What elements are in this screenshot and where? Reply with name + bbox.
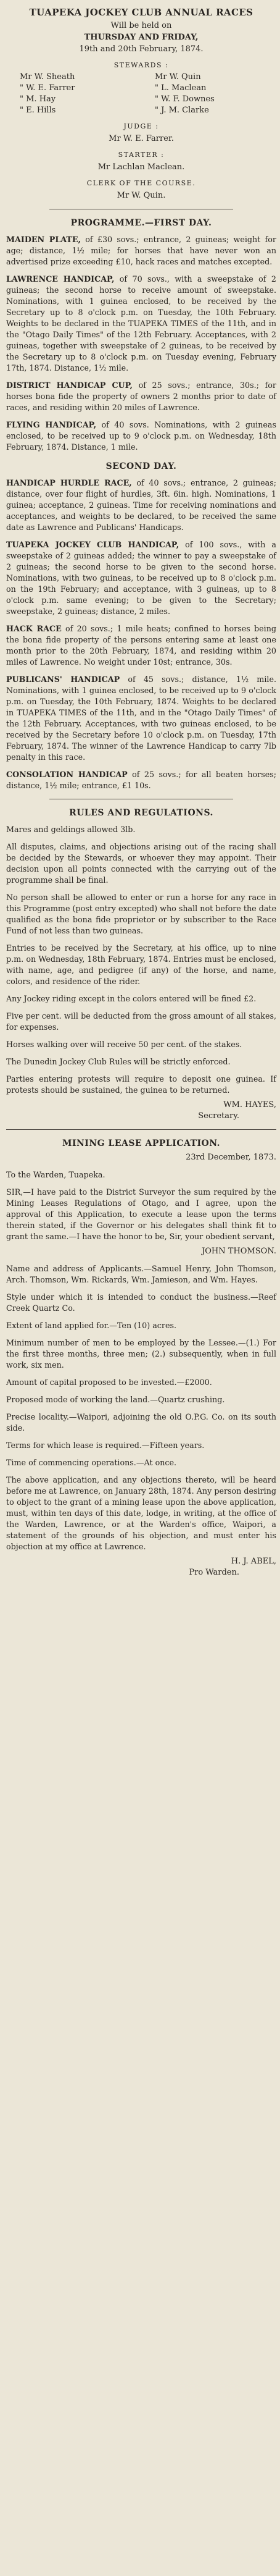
steward-row: [6, 94, 276, 105]
rule-paragraph: Five per cent. will be deducted from the gross amount of all stakes, for expenses.: [6, 1011, 276, 1032]
race-entry: [6, 674, 276, 763]
secretary-signature: WM. HAYES,: [223, 1100, 276, 1109]
rule-paragraph: No person shall be allowed to enter or run a horse for any race in this Programme (post entry excepted) who shall not before the date qualified as the bona fide proprietor or by subscriber to the Race Fund of not less than two guineas.: [6, 893, 276, 935]
race-body: of 70 sovs., with a sweepstake of 2 guineas; the second horse to receive amount of sweepstake. Nominations, with 1 guinea enclosed, to be received by the Secretary up to 8 o'clock p.m. on Tuesday, the 10th February. Weights to be declared in the TUAPEKA TIMES of the 11th, and in the "Otago Daily Times" of the 12th February. Acceptances, with 2 guineas, together with sweepstake of 2 guineas, to be received by the Secretary up to 8 o'clock p.m. on Tuesday evening, February 17th, 1874. Distance, 1½ mile.: [6, 274, 276, 373]
race-title: DISTRICT HANDICAP CUP,: [6, 381, 133, 390]
race-entry: [6, 769, 276, 791]
stewards-list: [6, 72, 276, 116]
race-title: LAWRENCE HANDICAP,: [6, 274, 115, 284]
race-entry: [6, 539, 276, 617]
divider: [6, 1129, 276, 1130]
steward-name: " L. Maclean: [155, 83, 207, 93]
race-body: of 20 sovs.; 1 mile heats; confined to horses being the bona fide property of the persons entering same at least one month prior to the 20th February, 1874, and residing within 20 miles of Lawrence. No weight under 10st; entrance, 30s.: [6, 624, 276, 667]
mining-detail: Minimum number of men to be employed by the Lessee.—(1.) For the first three months, three men; (2.) subsequently, when in full work, six men.: [6, 1338, 276, 1370]
race-body: of 25 sovs.; entrance, 30s.; for horses bona fide the property of owners 2 months prior to date of races, and residing within 20 miles of Lawrence.: [6, 381, 276, 412]
steward-name: " E. Hills: [20, 106, 56, 115]
race-title: TUAPEKA JOCKEY CLUB HANDICAP,: [6, 540, 179, 549]
mining-detail: Terms for which lease is required.—Fifteen years.: [6, 1441, 205, 1450]
steward-row: [6, 83, 276, 94]
race-title: HANDICAP HURDLE RACE,: [6, 478, 132, 487]
mining-detail: The above application, and any objections thereto, will be heard before me at Lawrence, on January 28th, 1874. Any person desiring to object to the grant of a mining lease upon the above application, must, within ten days of this date, lodge, in writing, at the office of the Warden, Lawrence, or at the Warden's office, Waipori, a statement of the grounds of his objection, and must enter his objection at my office at Lawrence.: [6, 1475, 276, 1551]
rule-paragraph: Any Jockey riding except in the colors entered will be fined £2.: [6, 994, 257, 1003]
starter-name: Mr Lachlan Maclean.: [97, 162, 185, 172]
rule-paragraph: The Dunedin Jockey Club Rules will be strictly enforced.: [6, 1057, 231, 1066]
race-title: FLYING HANDICAP,: [6, 420, 97, 429]
mining-detail: Extent of land applied for.—Ten (10) acres.: [6, 1321, 177, 1330]
clerk-name: Mr W. Quin.: [117, 191, 166, 200]
steward-name: " W. F. Downes: [155, 95, 215, 104]
race-title: MAIDEN PLATE,: [6, 235, 81, 244]
ad-dates: 19th and 20th February, 1874.: [79, 44, 204, 54]
ad-line-1: Will be held on: [110, 21, 172, 30]
race-title: CONSOLATION HANDICAP: [6, 770, 128, 779]
rule-paragraph: Mares and geldings allowed 3lb.: [6, 825, 136, 834]
steward-row: [6, 72, 276, 83]
programme-day2-heading: SECOND DAY.: [105, 461, 177, 471]
mining-detail: Name and address of Applicants.—Samuel Henry, John Thomson, Arch. Thomson, Wm. Rickards, Wm. Jamieson, and Wm. Hayes.: [6, 1264, 276, 1284]
steward-name: Mr W. Quin: [155, 72, 201, 82]
warden-signature: H. J. ABEL,: [231, 1557, 276, 1566]
race-entry: [6, 419, 276, 453]
steward-name: " M. Hay: [20, 95, 56, 104]
race-entry: [6, 478, 276, 533]
mining-letter: SIR,—I have paid to the District Surveyor the sum required by the Mining Leases Regulations of Otago, and I agree, upon the approval of this Application, to execute a lease upon the terms therein stated, if the Governor or his delegates shall think fit to grant the same.—I have the honor to be, Sir, your obedient servant,: [6, 1187, 276, 1241]
mining-detail: Amount of capital proposed to be invested.—£2000.: [6, 1378, 212, 1387]
mining-detail: Time of commencing operations.—At once.: [6, 1458, 177, 1467]
starter-label: STARTER :: [118, 151, 165, 159]
race-title: PUBLICANS' HANDICAP: [6, 675, 120, 684]
race-entry: [6, 623, 276, 668]
warden-title: Pro Warden.: [189, 1568, 239, 1577]
steward-name: Mr W. Sheath: [20, 72, 75, 82]
race-body: of 40 sovs. Nominations, with 2 guineas enclosed, to be received up to 9 o'clock p.m. on Wednesday, 18th February, 1874. Distance, 1 mile.: [6, 420, 276, 452]
rules-heading: RULES AND REGULATIONS.: [69, 808, 213, 818]
stewards-label: STEWARDS :: [113, 61, 169, 69]
ad-title: TUAPEKA JOCKEY CLUB ANNUAL RACES: [29, 7, 253, 18]
steward-name: " J. M. Clarke: [155, 106, 209, 115]
steward-name: " W. E. Farrer: [20, 83, 75, 93]
race-body: of 100 sovs., with a sweepstake of 2 guineas added; the winner to pay a sweepstake of 2 guineas; the second horse to be given to the second horse. Nominations, with two guineas, to be received up to 8 o'clock p.m. on the 19th February; and acceptance, with 3 guineas, up to 8 o'clock p.m. same evening; to be given to the Secretary; sweepstake, 2 guineas; distance, 2 miles.: [6, 540, 276, 616]
mining-detail: Precise locality.—Waipori, adjoining the old O.P.G. Co. on its south side.: [6, 1412, 276, 1433]
rule-paragraph: All disputes, claims, and objections arising out of the racing shall be decided by the Stewards, or whoever they may appoint. Their decision upon all points connected with the carrying out of the programme shall be final.: [6, 842, 276, 885]
mining-signer: JOHN THOMSON.: [202, 1247, 276, 1256]
rule-paragraph: Horses walking over will receive 50 per cent. of the stakes.: [6, 1040, 242, 1049]
steward-row: [6, 105, 276, 116]
judge-name: Mr W. E. Farrer.: [109, 134, 174, 143]
race-entry: [6, 234, 276, 267]
judge-label: JUDGE :: [123, 122, 159, 130]
mining-detail: Style under which it is intended to conduct the business.—Reef Creek Quartz Co.: [6, 1292, 276, 1313]
clerk-label: CLERK OF THE COURSE.: [86, 179, 196, 187]
race-title: HACK RACE: [6, 624, 62, 633]
rule-paragraph: Parties entering protests will require to deposit one guinea. If protests should be sustained, the guinea to be returned.: [6, 1074, 276, 1095]
mining-date: 23rd December, 1873.: [186, 1153, 276, 1162]
race-entry: [6, 274, 276, 374]
race-body: of £30 sovs.; entrance, 2 guineas; weight for age; distance, 1½ mile; for horses that have never won an advertised prize exceeding £10, hack races and matches excepted.: [6, 235, 276, 266]
secretary-title: Secretary.: [198, 1111, 239, 1121]
mining-heading: MINING LEASE APPLICATION.: [62, 1139, 221, 1148]
race-entry: [6, 380, 276, 413]
race-body: of 45 sovs.; distance, 1½ mile. Nominations, with 1 guinea enclosed, to be received up to 9 o'clock p.m. on Tuesday, the 10th February, 1874. Weights to be declared in TUAPEKA TIMES of the 11th, and in the "Otago Daily Times" of the 12th February. Acceptances, with two guineas enclosed, to be received by the Secretary before 10 o'clock p.m. on Tuesday, 17th February, 1874. The winner of the Lawrence Handicap to carry 7lb penalty in this race.: [6, 675, 276, 762]
mining-salutation: To the Warden, Tuapeka.: [6, 1170, 105, 1179]
race-body: of 40 sovs.; entrance, 2 guineas; distance, over four flight of hurdles, 3ft. 6in. high. Nominations, 1 guinea; acceptance, 2 guineas. Time for receiving nominations and acceptances, and weights to be declared, to be received the same date as Lawrence and Publicans' Handicaps.: [6, 478, 276, 532]
programme-day1-heading: PROGRAMME.—FIRST DAY.: [70, 218, 212, 228]
mining-detail: Proposed mode of working the land.—Quartz crushing.: [6, 1395, 225, 1404]
race-body: of 25 sovs.; for all beaten horses; distance, 1½ mile; entrance, £1 10s.: [6, 770, 276, 790]
ad-line-2: THURSDAY AND FRIDAY,: [84, 33, 199, 42]
rule-paragraph: Entries to be received by the Secretary, at his office, up to nine p.m. on Wednesday, 18th February, 1874. Entries must be enclosed, with name, age, and pedigree (if any) of the horse, and name, colors, and residence of the rider.: [6, 943, 276, 986]
